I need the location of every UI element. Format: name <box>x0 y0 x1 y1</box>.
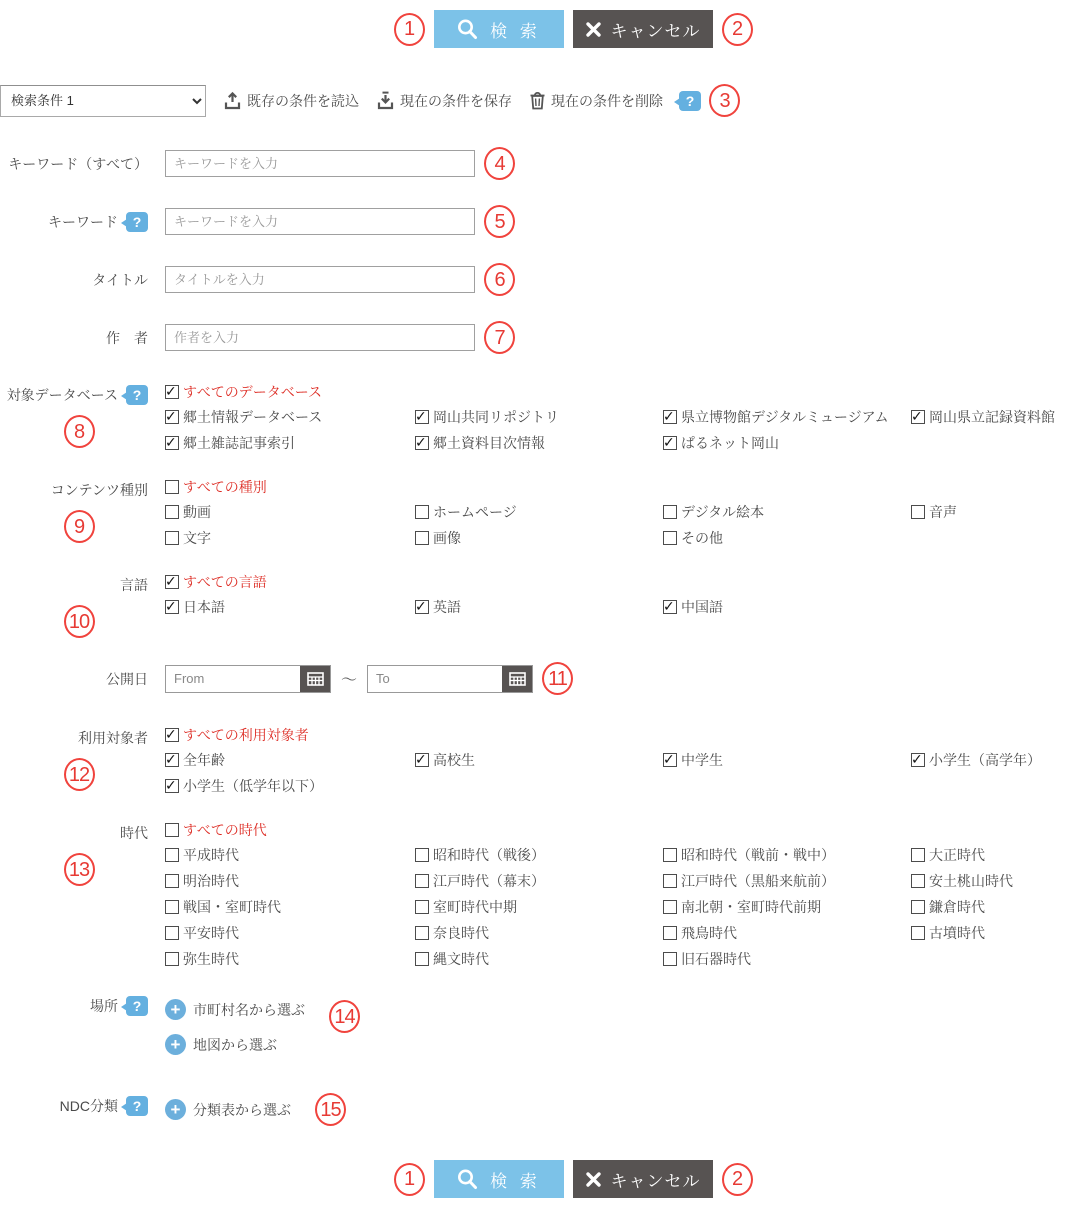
annotation-15: 15 <box>315 1093 346 1126</box>
choose-by-city-link[interactable] <box>165 999 305 1020</box>
checkbox-input[interactable] <box>415 531 429 545</box>
language-section <box>0 572 1066 638</box>
checkbox-language-chinese[interactable]: ✓ 中国語 <box>663 597 911 617</box>
save-condition-button[interactable] <box>376 91 512 111</box>
annotation-9: 9 <box>64 510 95 543</box>
annotation-8: 8 <box>64 415 95 448</box>
author-row <box>0 321 1066 354</box>
checkbox-content-digital-ehon[interactable]: デジタル絵本 <box>663 502 911 522</box>
era-section <box>0 820 1066 969</box>
checkbox-input[interactable] <box>165 779 179 793</box>
checkbox-era-showa-prewar[interactable]: 昭和時代（戦前・戦中） <box>663 845 911 865</box>
title-row <box>0 263 1066 296</box>
checkbox-era-sengoku-muromachi[interactable]: 戦国・室町時代 <box>165 897 415 917</box>
checkbox-audience-junior-high[interactable]: ✓ 中学生 <box>663 750 911 770</box>
publish-date-row <box>0 662 1066 695</box>
annotation-1: 1 <box>394 1163 425 1196</box>
annotation-14: 14 <box>329 1000 360 1033</box>
keyword-label: キーワード <box>48 212 118 232</box>
checkbox-input[interactable] <box>663 505 677 519</box>
search-button-label: 検 索 <box>490 1167 541 1192</box>
checkbox-input[interactable] <box>911 900 925 914</box>
content-type-section <box>0 477 1066 548</box>
date-from-input[interactable] <box>166 671 300 686</box>
checkbox-input[interactable] <box>165 823 179 837</box>
plus-icon: + <box>165 1034 186 1055</box>
checkbox-era-nara[interactable]: 奈良時代 <box>415 923 663 943</box>
save-condition-label: 現在の条件を保存 <box>400 91 512 111</box>
checkbox-input[interactable] <box>165 436 179 450</box>
checkbox-input[interactable] <box>165 600 179 614</box>
date-from-calendar-button[interactable] <box>300 666 330 692</box>
checkbox-input[interactable] <box>165 505 179 519</box>
checkbox-language-english[interactable]: ✓ 英語 <box>415 597 663 617</box>
checkbox-database-museum[interactable]: ✓ 県立博物館デジタルミュージアム <box>663 407 911 427</box>
checkbox-content-video[interactable]: 動画 <box>165 502 415 522</box>
database-section-label: 対象データベース <box>7 382 118 408</box>
check-mark: ✓ <box>165 571 177 591</box>
checkbox-input[interactable] <box>165 575 179 589</box>
keyword-row <box>0 205 1066 238</box>
ndc-section <box>0 1093 1066 1134</box>
author-label: 作 者 <box>0 328 148 348</box>
check-mark: ✓ <box>663 596 675 616</box>
place-section <box>0 993 1066 1063</box>
checkbox-audience-elementary-lower[interactable]: ✓ 小学生（低学年以下） <box>165 776 415 796</box>
checkbox-input[interactable] <box>165 900 179 914</box>
saved-condition-select[interactable] <box>0 85 206 117</box>
checkbox-language-japanese[interactable]: ✓ 日本語 <box>165 597 415 617</box>
checkbox-input[interactable] <box>663 531 677 545</box>
checkbox-input[interactable] <box>165 926 179 940</box>
checkbox-content-audio[interactable]: 音声 <box>911 502 1066 522</box>
checkbox-input[interactable] <box>165 874 179 888</box>
annotation-6: 6 <box>484 263 515 296</box>
checkbox-input[interactable] <box>663 753 677 767</box>
check-mark: ✓ <box>165 724 177 744</box>
checkbox-input[interactable] <box>165 753 179 767</box>
checkbox-input[interactable] <box>911 848 925 862</box>
search-button[interactable] <box>434 1160 564 1198</box>
checkbox-input[interactable] <box>415 874 429 888</box>
checkbox-input[interactable] <box>663 600 677 614</box>
cancel-button[interactable] <box>573 10 713 48</box>
checkbox-era-edo-bakumatsu[interactable]: 江戸時代（幕末） <box>415 871 663 891</box>
check-mark: ✓ <box>663 749 675 769</box>
annotation-11: 11 <box>542 662 573 695</box>
cancel-button-label: キャンセル <box>611 1167 701 1192</box>
checkbox-era-nanbokucho[interactable]: 南北朝・室町時代前期 <box>663 897 911 917</box>
annotation-13: 13 <box>64 853 95 886</box>
check-mark: ✓ <box>165 406 177 426</box>
cancel-button-label: キャンセル <box>611 17 701 42</box>
bottom-button-row <box>40 1160 1066 1210</box>
calendar-icon <box>509 672 526 686</box>
download-icon <box>376 91 395 110</box>
keyword-help-icon[interactable]: ? <box>126 212 148 232</box>
checkbox-input[interactable] <box>663 436 677 450</box>
checkbox-era-jomon[interactable]: 縄文時代 <box>415 949 663 969</box>
close-icon <box>585 1171 602 1188</box>
annotation-5: 5 <box>484 205 515 238</box>
annotation-7: 7 <box>484 321 515 354</box>
annotation-4: 4 <box>484 147 515 180</box>
choose-by-classification-link[interactable] <box>165 1099 291 1120</box>
checkbox-content-other[interactable]: その他 <box>663 528 911 548</box>
checkbox-content-image[interactable]: 画像 <box>415 528 663 548</box>
close-icon <box>585 21 602 38</box>
checkbox-input[interactable] <box>663 900 677 914</box>
date-to-box <box>367 665 533 693</box>
check-mark: ✓ <box>165 432 177 452</box>
checkbox-era-showa-postwar[interactable]: 昭和時代（戦後） <box>415 845 663 865</box>
checkbox-database-kyodo-joho[interactable]: ✓ 郷土情報データベース <box>165 407 415 427</box>
keyword-all-row <box>0 147 1066 180</box>
checkbox-input[interactable] <box>911 753 925 767</box>
audience-section-label: 利用対象者 <box>78 725 148 751</box>
check-mark: ✓ <box>415 749 427 769</box>
checkbox-input[interactable] <box>415 505 429 519</box>
checkbox-era-muromachi-mid[interactable]: 室町時代中期 <box>415 897 663 917</box>
checkbox-era-kamakura[interactable]: 鎌倉時代 <box>911 897 1066 917</box>
checkbox-input[interactable] <box>663 926 677 940</box>
checkbox-input[interactable] <box>165 385 179 399</box>
language-section-label: 言語 <box>120 572 148 598</box>
checkbox-input[interactable] <box>415 436 429 450</box>
era-section-label: 時代 <box>120 820 148 846</box>
checkbox-input[interactable] <box>165 952 179 966</box>
checkbox-database-all[interactable]: ✓ すべてのデータベース <box>165 382 322 402</box>
annotation-3: 3 <box>709 84 740 117</box>
place-section-label: 場所 <box>90 993 118 1019</box>
ndc-section-label: NDC分類 <box>60 1093 118 1119</box>
upload-icon <box>223 91 242 110</box>
checkbox-audience-high-school[interactable]: ✓ 高校生 <box>415 750 663 770</box>
annotation-2: 2 <box>722 1163 753 1196</box>
search-icon <box>456 1168 479 1191</box>
checkbox-audience-all[interactable]: ✓ すべての利用対象者 <box>165 725 309 745</box>
checkbox-era-paleolithic[interactable]: 旧石器時代 <box>663 949 911 969</box>
trash-icon <box>529 91 546 110</box>
checkbox-content-all[interactable]: すべての種別 <box>165 477 267 497</box>
title-label: タイトル <box>0 270 148 290</box>
checkbox-content-homepage[interactable]: ホームページ <box>415 502 663 522</box>
checkbox-database-palnet[interactable]: ✓ ぱるネット岡山 <box>663 433 911 453</box>
checkbox-input[interactable] <box>165 728 179 742</box>
checkbox-input[interactable] <box>911 410 925 424</box>
search-button[interactable] <box>434 10 564 48</box>
date-to-input[interactable] <box>368 671 502 686</box>
publish-date-label: 公開日 <box>0 669 148 689</box>
choose-by-map-link[interactable] <box>165 1034 277 1055</box>
checkbox-input[interactable] <box>415 600 429 614</box>
checkbox-input[interactable] <box>165 848 179 862</box>
condition-toolbar <box>0 84 1066 117</box>
help-icon[interactable]: ? <box>679 91 701 111</box>
database-section <box>0 382 1066 453</box>
check-mark: ✓ <box>415 596 427 616</box>
check-mark: ✓ <box>663 432 675 452</box>
check-mark: ✓ <box>415 406 427 426</box>
checkbox-input[interactable] <box>663 874 677 888</box>
author-input[interactable] <box>165 324 475 351</box>
checkbox-audience-elementary-upper[interactable]: ✓ 小学生（高学年） <box>911 750 1066 770</box>
checkbox-input[interactable] <box>165 531 179 545</box>
checkbox-input[interactable] <box>415 926 429 940</box>
load-condition-button[interactable] <box>223 91 359 111</box>
checkbox-input[interactable] <box>415 753 429 767</box>
checkbox-input[interactable] <box>165 480 179 494</box>
check-mark: ✓ <box>165 775 177 795</box>
checkbox-input[interactable] <box>911 926 925 940</box>
annotation-10: 10 <box>64 605 95 638</box>
choose-by-map-label: 地図から選ぶ <box>193 1035 277 1055</box>
check-mark: ✓ <box>663 406 675 426</box>
date-to-calendar-button[interactable] <box>502 666 532 692</box>
calendar-icon <box>307 672 324 686</box>
check-mark: ✓ <box>911 749 923 769</box>
annotation-1: 1 <box>394 13 425 46</box>
plus-icon: + <box>165 1099 186 1120</box>
keyword-all-label: キーワード（すべて） <box>0 154 148 174</box>
date-range-separator: ～ <box>341 667 357 690</box>
database-help-icon[interactable]: ? <box>126 385 148 405</box>
plus-icon: + <box>165 999 186 1020</box>
delete-condition-label: 現在の条件を削除 <box>551 91 663 111</box>
check-mark: ✓ <box>165 596 177 616</box>
checkbox-input[interactable] <box>663 410 677 424</box>
keyword-input[interactable] <box>165 208 475 235</box>
checkbox-era-asuka[interactable]: 飛鳥時代 <box>663 923 911 943</box>
checkbox-input[interactable] <box>415 900 429 914</box>
check-mark: ✓ <box>165 749 177 769</box>
checkbox-era-azuchi-momoyama[interactable]: 安土桃山時代 <box>911 871 1066 891</box>
keyword-all-input[interactable] <box>165 150 475 177</box>
checkbox-era-kofun[interactable]: 古墳時代 <box>911 923 1066 943</box>
checkbox-input[interactable] <box>911 505 925 519</box>
checkbox-input[interactable] <box>663 848 677 862</box>
place-help-icon[interactable]: ? <box>126 996 148 1016</box>
checkbox-database-magazine-index[interactable]: ✓ 郷土雑誌記事索引 <box>165 433 415 453</box>
check-mark: ✓ <box>911 406 923 426</box>
checkbox-input[interactable] <box>415 410 429 424</box>
annotation-12: 12 <box>64 758 95 791</box>
checkbox-era-heian[interactable]: 平安時代 <box>165 923 415 943</box>
date-from-box <box>165 665 331 693</box>
choose-by-city-label: 市町村名から選ぶ <box>193 1000 305 1020</box>
search-icon <box>456 18 479 41</box>
content-type-section-label: コンテンツ種別 <box>51 477 148 503</box>
checkbox-database-toc-info[interactable]: ✓ 郷土資料目次情報 <box>415 433 663 453</box>
cancel-button[interactable] <box>573 1160 713 1198</box>
checkbox-era-all[interactable]: すべての時代 <box>165 820 267 840</box>
load-condition-label: 既存の条件を読込 <box>247 91 359 111</box>
checkbox-input[interactable] <box>663 952 677 966</box>
audience-section <box>0 725 1066 796</box>
checkbox-input[interactable] <box>911 874 925 888</box>
annotation-2: 2 <box>722 13 753 46</box>
checkbox-database-okayama-repository[interactable]: ✓ 岡山共同リポジトリ <box>415 407 663 427</box>
checkbox-era-heisei[interactable]: 平成時代 <box>165 845 415 865</box>
checkbox-language-all[interactable]: ✓ すべての言語 <box>165 572 267 592</box>
checkbox-database-archives[interactable]: ✓ 岡山県立記録資料館 <box>911 407 1066 427</box>
checkbox-era-yayoi[interactable]: 弥生時代 <box>165 949 415 969</box>
delete-condition-button[interactable] <box>529 91 663 111</box>
checkbox-input[interactable] <box>415 848 429 862</box>
choose-by-classification-label: 分類表から選ぶ <box>193 1100 291 1120</box>
search-button-label: 検 索 <box>490 17 541 42</box>
checkbox-audience-all-ages[interactable]: ✓ 全年齢 <box>165 750 415 770</box>
checkbox-era-edo-pre-perry[interactable]: 江戸時代（黒船来航前） <box>663 871 911 891</box>
checkbox-input[interactable] <box>415 952 429 966</box>
checkbox-content-text[interactable]: 文字 <box>165 528 415 548</box>
checkbox-era-taisho[interactable]: 大正時代 <box>911 845 1066 865</box>
checkbox-era-meiji[interactable]: 明治時代 <box>165 871 415 891</box>
check-mark: ✓ <box>165 381 177 401</box>
top-button-row <box>40 10 1066 48</box>
title-input[interactable] <box>165 266 475 293</box>
checkbox-input[interactable] <box>165 410 179 424</box>
ndc-help-icon[interactable]: ? <box>126 1096 148 1116</box>
check-mark: ✓ <box>415 432 427 452</box>
